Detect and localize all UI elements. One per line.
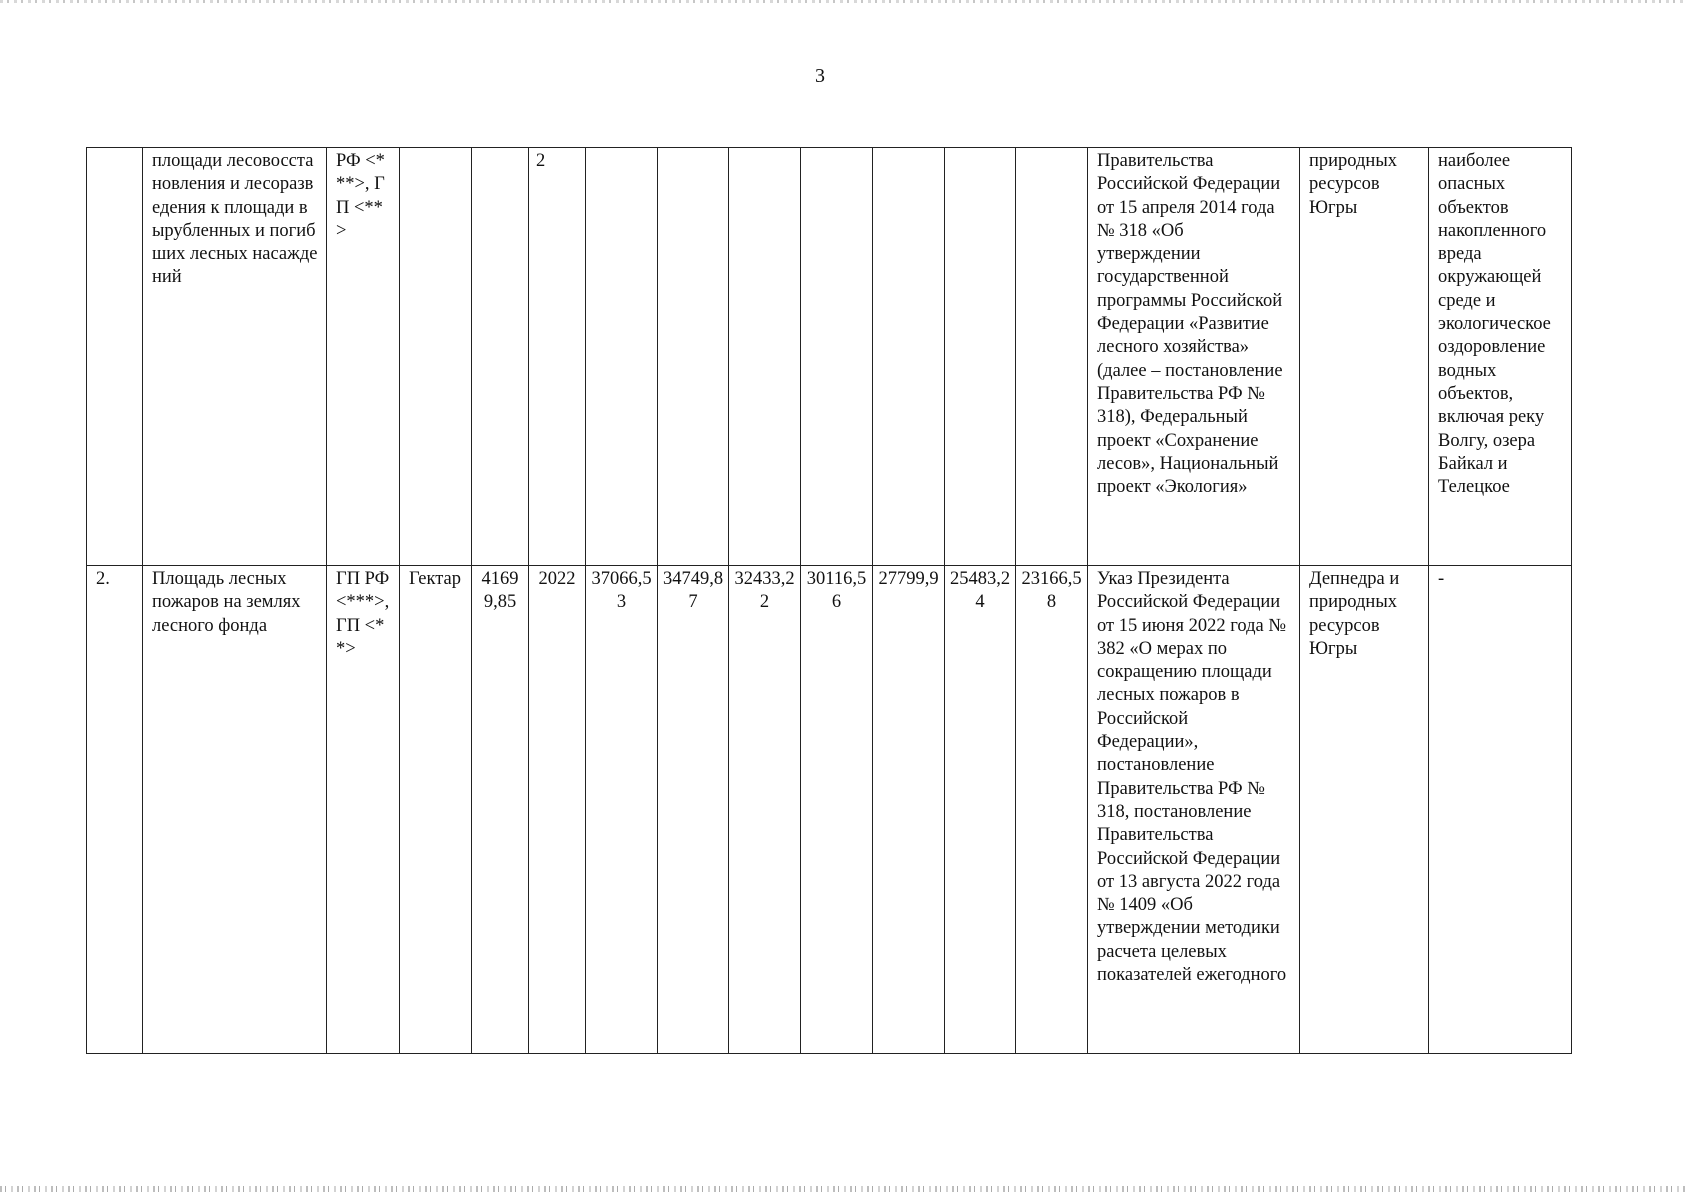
cell-responsible: Депнедра и природных ресурсов Югры <box>1300 566 1429 1054</box>
cell-value-3 <box>729 148 801 566</box>
cell-indicator-name: площади лесовосстановления и лесоразведения к площади вырубленных и погибших лесных насаждений <box>143 148 327 566</box>
cell-base-year: 2022 <box>529 566 586 1054</box>
cell-value-6 <box>945 148 1016 566</box>
cell-indicator-name: Площадь лесных пожаров на землях лесного фонда <box>143 566 327 1054</box>
cell-value-2: 34749,87 <box>658 566 729 1054</box>
cell-national-goal-link: - <box>1429 566 1572 1054</box>
cell-value-4 <box>801 148 873 566</box>
cell-value-4: 30116,56 <box>801 566 873 1054</box>
cell-document-basis: Правительства Российской Федерации от 15 апреля 2014 года № 318 «Об утверждении государственной программы Российской Федерации «Развитие лесного хозяйства» (далее – постановление Правительства РФ № 318), Федеральный проект «Сохранение лесов», Национальный проект «Экология» <box>1088 148 1300 566</box>
cell-base-value: 41699,85 <box>472 566 529 1054</box>
cell-value-1 <box>586 148 658 566</box>
cell-source: ГП РФ <***>, ГП <**> <box>327 566 400 1054</box>
cell-base-value <box>472 148 529 566</box>
cell-number <box>87 148 143 566</box>
cell-national-goal-link: наиболее опасных объектов накопленного вреда окружающей среде и экологическое оздоровление водных объектов, включая реку Волгу, озера Байкал и Телецкое <box>1429 148 1572 566</box>
indicators-table <box>86 147 1572 1054</box>
cell-value-7: 23166,58 <box>1016 566 1088 1054</box>
cell-value-5: 27799,9 <box>873 566 945 1054</box>
cell-value-5 <box>873 148 945 566</box>
cell-value-2 <box>658 148 729 566</box>
scan-edge-bottom <box>0 1186 1686 1192</box>
cell-source: РФ <***>, ГП <**> <box>327 148 400 566</box>
cell-document-basis: Указ Президента Российской Федерации от 15 июня 2022 года № 382 «О мерах по сокращению площади лесных пожаров в Российской Федерации», постановление Правительства РФ № 318, постановление Правительства Российской Федерации от 13 августа 2022 года № 1409 «Об утверждении методики расчета целевых показателей ежегодного <box>1088 566 1300 1054</box>
page-number: 3 <box>815 65 825 87</box>
cell-value-7 <box>1016 148 1088 566</box>
cell-value-1: 37066,53 <box>586 566 658 1054</box>
scan-edge-top <box>0 0 1686 3</box>
cell-number: 2. <box>87 566 143 1054</box>
cell-base-year: 2 <box>529 148 586 566</box>
table-row <box>87 566 1572 1054</box>
table-row <box>87 148 1572 566</box>
cell-unit: Гектар <box>400 566 472 1054</box>
cell-value-3: 32433,22 <box>729 566 801 1054</box>
cell-unit <box>400 148 472 566</box>
cell-value-6: 25483,24 <box>945 566 1016 1054</box>
cell-responsible: природных ресурсов Югры <box>1300 148 1429 566</box>
